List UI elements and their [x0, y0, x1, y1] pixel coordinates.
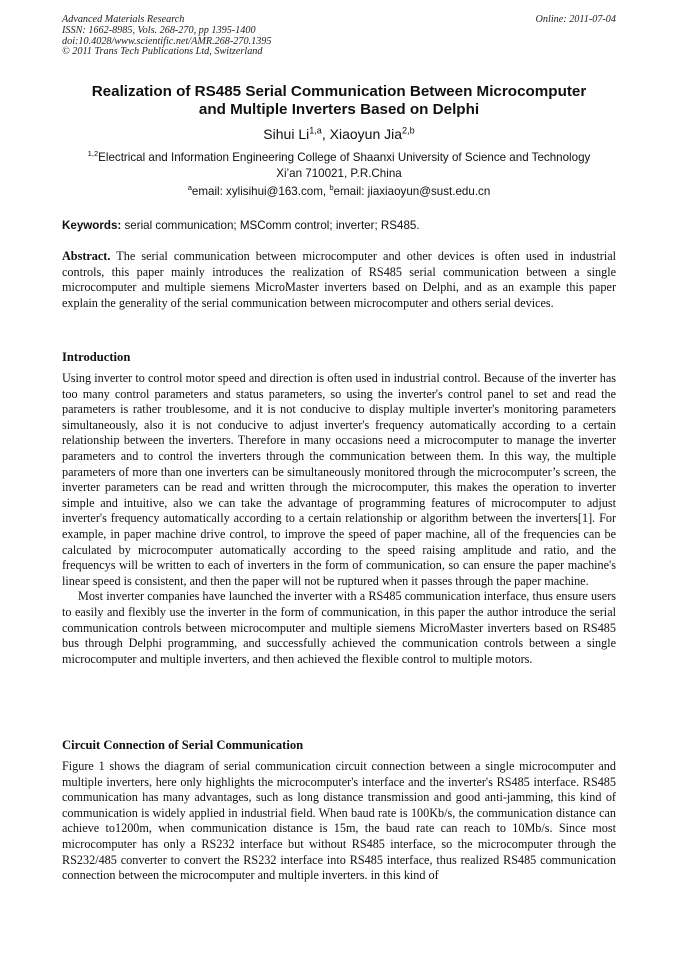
- journal-name: Advanced Materials Research: [62, 14, 185, 25]
- author-line: [62, 125, 616, 143]
- email-line: [62, 184, 616, 200]
- email-superscript: b: [329, 183, 334, 193]
- circuit-body: [62, 759, 616, 884]
- affiliation-line-1: Electrical and Information Engineering College of Shaanxi University of Science and Technology: [98, 151, 591, 164]
- journal-header: [62, 15, 616, 58]
- title-line-2: and Multiple Inverters Based on Delphi: [198, 101, 480, 118]
- paper-title: [62, 83, 616, 119]
- email-b: email: jiaxiaoyun@sust.edu.cn: [333, 185, 491, 198]
- keywords-text: serial communication; MSComm control; inverter; RS485.: [121, 219, 420, 232]
- author-superscript: 1,a: [309, 125, 322, 136]
- abstract: [62, 249, 616, 311]
- affiliation-superscript: 1,2: [87, 149, 99, 159]
- author-superscript: 2,b: [402, 125, 415, 136]
- online-date: Online: 2011-07-04: [535, 14, 616, 25]
- abstract-label: Abstract.: [62, 249, 111, 263]
- copyright-line: © 2011 Trans Tech Publications Ltd, Switzerland: [62, 46, 263, 58]
- email-superscript: a: [187, 183, 192, 193]
- email-a: email: xylisihui@163.com,: [191, 185, 330, 198]
- keywords: [62, 218, 616, 234]
- affiliation: [62, 150, 616, 182]
- paragraph: Using inverter to control motor speed and direction is often used in industrial control. Because of the inverter has too many control parameters and status parameters, so using the inverter's control panel to set and read the parameters is rather troublesome, and it is not conducive to display multiple inverter's monitoring parameters simultaneously, also it is not conducive to adjust inverter's frequency automatically according to a certain relationship between the inverters. Therefore in many occasions need a microcomputer to manage the inverter parameters and to control the inverters through the communication between them. In this way, the multiple parameters of more than one inverters can be simultaneously monitored through the microcomputer’s screen, the inverter parameters can be read and written through the microcomputer, this makes the operation to inverter simple and intuitive, also we can take the advantage of programming features of microcomputer to adjust inverter's frequency automatically according to a certain relationship or algorithm between the inverters[1]. For example, in paper machine drive control, to improve the speed of paper machine, all of the frequencies can be calculated by microcomputer automatically according to the speed raising amplitude and ratio, and the frequencys will be written to each of inverters in the form of communication, so can ensure the paper machine's linear speed is consistent, and then the paper will not be ruptured when it passes through the paper machine.: [62, 371, 616, 588]
- introduction-body: [62, 371, 616, 667]
- section-heading-circuit-connection: Circuit Connection of Serial Communication: [62, 738, 304, 752]
- issn-line: ISSN: 1662-8985, Vols. 268-270, pp 1395-1400: [62, 24, 256, 36]
- author-separator: ,: [321, 126, 330, 142]
- abstract-text: The serial communication between microcomputer and other devices is often used in industrial controls, this paper mainly introduces the realization of RS485 serial communication between a single microcomputer and multiple siemens MicroMaster inverters based on Delphi, and as an example this paper explain the generality of the serial communication between microcomputer and others serial devices.: [62, 249, 616, 310]
- paragraph: Most inverter companies have launched the inverter with a RS485 communication interface, thus ensure users to easily and flexibly use the inverter in the form of communication, in this paper the author introduce the serial communication controls between microcomputer and multiple siemens MicroMaster inverters based on RS485 bus through Delphi programming, and successfully achieved the communication controls between a single microcomputer and multiple inverters, and then achieved the flexible control to multiple motors.: [62, 589, 616, 666]
- doi-line: doi:10.4028/www.scientific.net/AMR.268-270.1395: [62, 35, 272, 47]
- author-name: Xiaoyun Jia: [329, 126, 403, 142]
- keywords-label: Keywords:: [62, 219, 122, 232]
- title-line-1: Realization of RS485 Serial Communication Between Microcomputer: [91, 83, 587, 100]
- paragraph: Figure 1 shows the diagram of serial communication circuit connection between a single microcomputer and multiple inverters, here only highlights the microcomputer's interface and the inverter's RS485 interface. RS485 communication has many advantages, such as long distance transmission and good anti-jamming, this kind of communication is widely applied in industrial field. When baud rate is 100Kb/s, the communication distance can achieve to1200m, when communication distance is 15m, the baud rate can reach to 10Mb/s. Since most microcomputer has only a RS232 interface but without RS485 interface, so the microcomputer through the RS232/485 converter to convert the RS232 interface into RS485 interface, thus realized RS485 communication connection between the microcomputer and multiple inverters. in this kind of: [62, 759, 616, 883]
- affiliation-line-2: Xi’an 710021, P.R.China: [276, 167, 402, 180]
- author-name: Sihui Li: [263, 126, 310, 142]
- section-heading-introduction: Introduction: [62, 350, 131, 364]
